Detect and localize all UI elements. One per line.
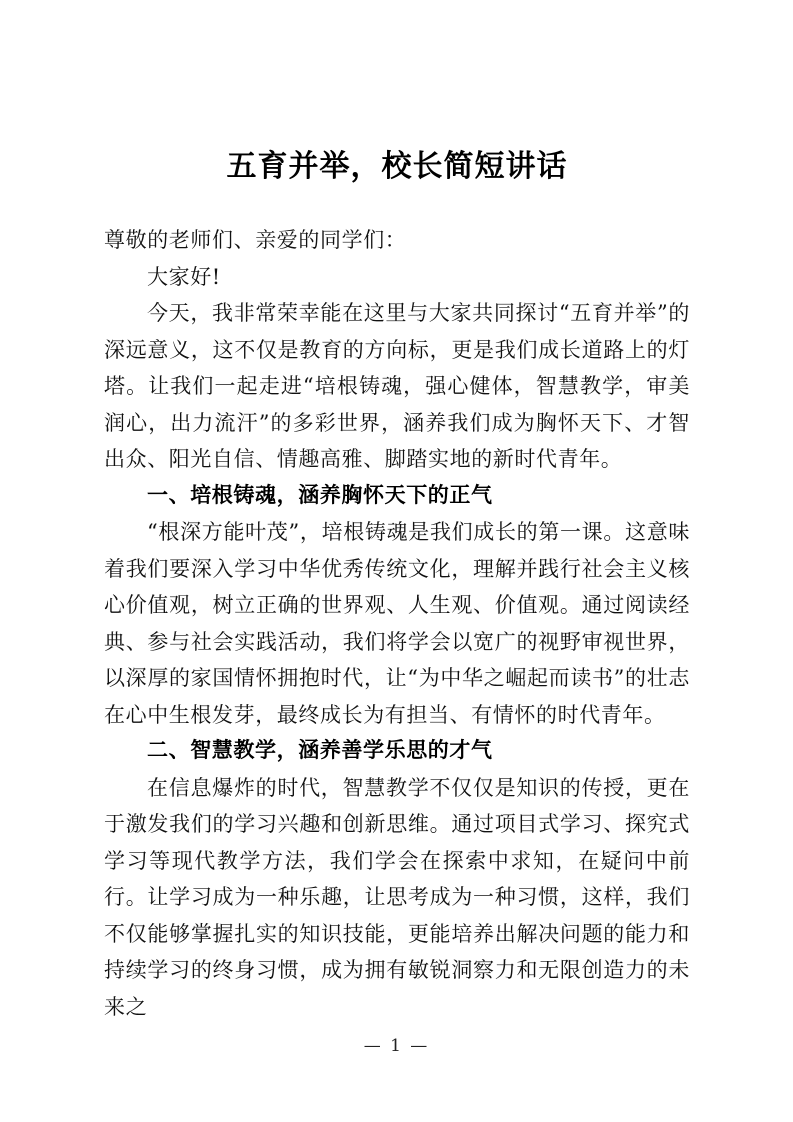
document-body	[104, 186, 690, 1025]
section-heading-one: 一、培根铸魂，涵养胸怀天下的正气	[147, 483, 493, 507]
greeting-paragraph: 大家好!	[147, 264, 221, 289]
intro-paragraph: 今天，我非常荣幸能在这里与大家共同探讨“五育并举”的深远意义，这不仅是教育的方向标，更是我们成长道路上的灯塔。让我们一起走进“培根铸魂，强心健体，智慧教学，审美润心，出力流汗”的多彩世界，涵养我们成为胸怀天下、才智出众、阳光自信、情趣高雅、脚踏实地的新时代青年。	[104, 301, 690, 471]
page-title: 五育并举，校长简短讲话	[226, 150, 568, 183]
section-heading-two: 二、智慧教学，涵养善学乐思的才气	[147, 739, 493, 762]
section-two-paragraph: 在信息爆炸的时代，智慧教学不仅仅是知识的传授，更在于激发我们的学习兴趣和创新思维。通过项目式学习、探究式学习等现代教学方法，我们学会在探索中求知，在疑问中前行。让学习成为一种乐趣，让思考成为一种习惯，这样，我们不仅能够掌握扎实的知识技能，更能培养出解决问题的能力和持续学习的终身习惯，成为拥有敏锐洞察力和无限创造力的未来之	[104, 775, 690, 1019]
salutation-line: 尊敬的老师们、亲爱的同学们：	[104, 228, 407, 252]
section-one-paragraph: “根深方能叶茂”，培根铸魂是我们成长的第一课。这意味着我们要深入学习中华优秀传统文化，理解并践行社会主义核心价值观，树立正确的世界观、人生观、价值观。通过阅读经典、参与社会实践活动，我们将学会以宽广的视野审视世界，以深厚的家国情怀拥抱时代，让“为中华之崛起而读书”的壮志在心中生根发芽，最终成长为有担当、有情怀的时代青年。	[104, 520, 690, 727]
document-content	[104, 0, 690, 1025]
page-number-footer: — 1 —	[363, 1036, 430, 1056]
